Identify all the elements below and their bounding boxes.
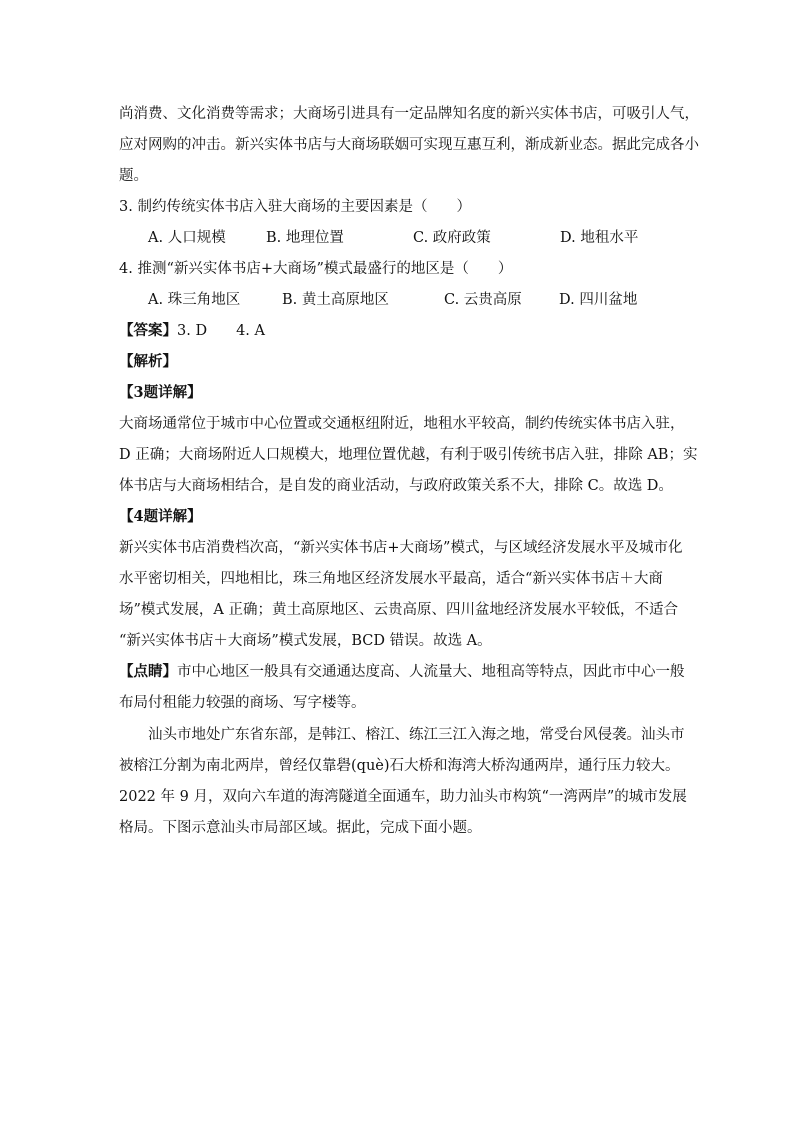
passage-line: 2022 年 9 月，双向六车道的海湾隧道全面通车，助力汕头市构筑“一湾两岸”的城市发展 xyxy=(119,789,687,805)
question-4-stem: 4. 推测“新兴实体书店+大商场”模式最盛行的地区是（ ） xyxy=(119,261,513,277)
q3-option-d: D. 地租水平 xyxy=(560,230,639,246)
answer-line xyxy=(119,322,265,340)
q4-option-c: C. 云贵高原 xyxy=(444,292,522,308)
q4-option-d: D. 四川盆地 xyxy=(559,292,638,308)
detail-4-line: “新兴实体书店＋大商场”模式发展，BCD 错误。故选 A。 xyxy=(119,633,492,649)
q3-option-c: C. 政府政策 xyxy=(413,230,491,246)
detail-3-label: 【3题详解】 xyxy=(119,384,202,401)
tip-text: 市中心地区一般具有交通通达度高、人流量大、地租高等特点，因此市中心一般 xyxy=(177,664,685,680)
q4-option-b: B. 黄土高原地区 xyxy=(282,292,389,308)
q4-option-a: A. 珠三角地区 xyxy=(148,292,241,308)
tip-line xyxy=(119,663,685,681)
intro-line: 应对网购的冲击。新兴实体书店与大商场联姻可实现互惠互利，渐成新业态。据此完成各小 xyxy=(119,137,699,153)
tip-line: 布局付租能力较强的商场、写字楼等。 xyxy=(119,695,366,711)
tip-label: 【点睛】 xyxy=(119,663,177,680)
passage-line: 汕头市地处广东省东部，是韩江、榕江、练江三江入海之地，常受台风侵袭。汕头市 xyxy=(119,727,685,743)
detail-3-line: D 正确；大商场附近人口规模大，地理位置优越，有利于吸引传统书店入驻，排除 AB；实 xyxy=(119,447,698,463)
answer-label: 【答案】 xyxy=(119,322,177,339)
detail-3-line: 大商场通常位于城市中心位置或交通枢纽附近，地租水平较高，制约传统实体书店入驻， xyxy=(119,416,685,432)
detail-4-line: 场”模式发展，A 正确；黄土高原地区、云贵高原、四川盆地经济发展水平较低，不适合 xyxy=(119,602,678,618)
analysis-label: 【解析】 xyxy=(119,353,177,370)
detail-4-line: 水平密切相关，四地相比，珠三角地区经济发展水平最高，适合“新兴实体书店＋大商 xyxy=(119,571,663,587)
q3-option-a: A. 人口规模 xyxy=(148,230,226,246)
detail-4-line: 新兴实体书店消费档次高，“新兴实体书店+大商场”模式，与区域经济发展水平及城市化 xyxy=(119,540,683,556)
passage-line: 格局。下图示意汕头市局部区域。据此，完成下面小题。 xyxy=(119,820,482,836)
question-3-stem: 3. 制约传统实体书店入驻大商场的主要因素是（ ） xyxy=(119,199,471,215)
q3-option-b: B. 地理位置 xyxy=(266,230,344,246)
detail-3-line: 体书店与大商场相结合，是自发的商业活动，与政府政策关系不大，排除 C。故选 D。 xyxy=(119,478,673,494)
detail-4-label: 【4题详解】 xyxy=(119,508,202,525)
passage-line: 被榕江分割为南北两岸，曾经仅靠礐(què)石大桥和海湾大桥沟通两岸，通行压力较大。 xyxy=(119,758,680,774)
intro-line: 题。 xyxy=(119,168,148,184)
answer-text: 3. D 4. A xyxy=(177,323,265,339)
intro-line: 尚消费、文化消费等需求；大商场引进具有一定品牌知名度的新兴实体书店，可吸引人气， xyxy=(119,106,699,122)
